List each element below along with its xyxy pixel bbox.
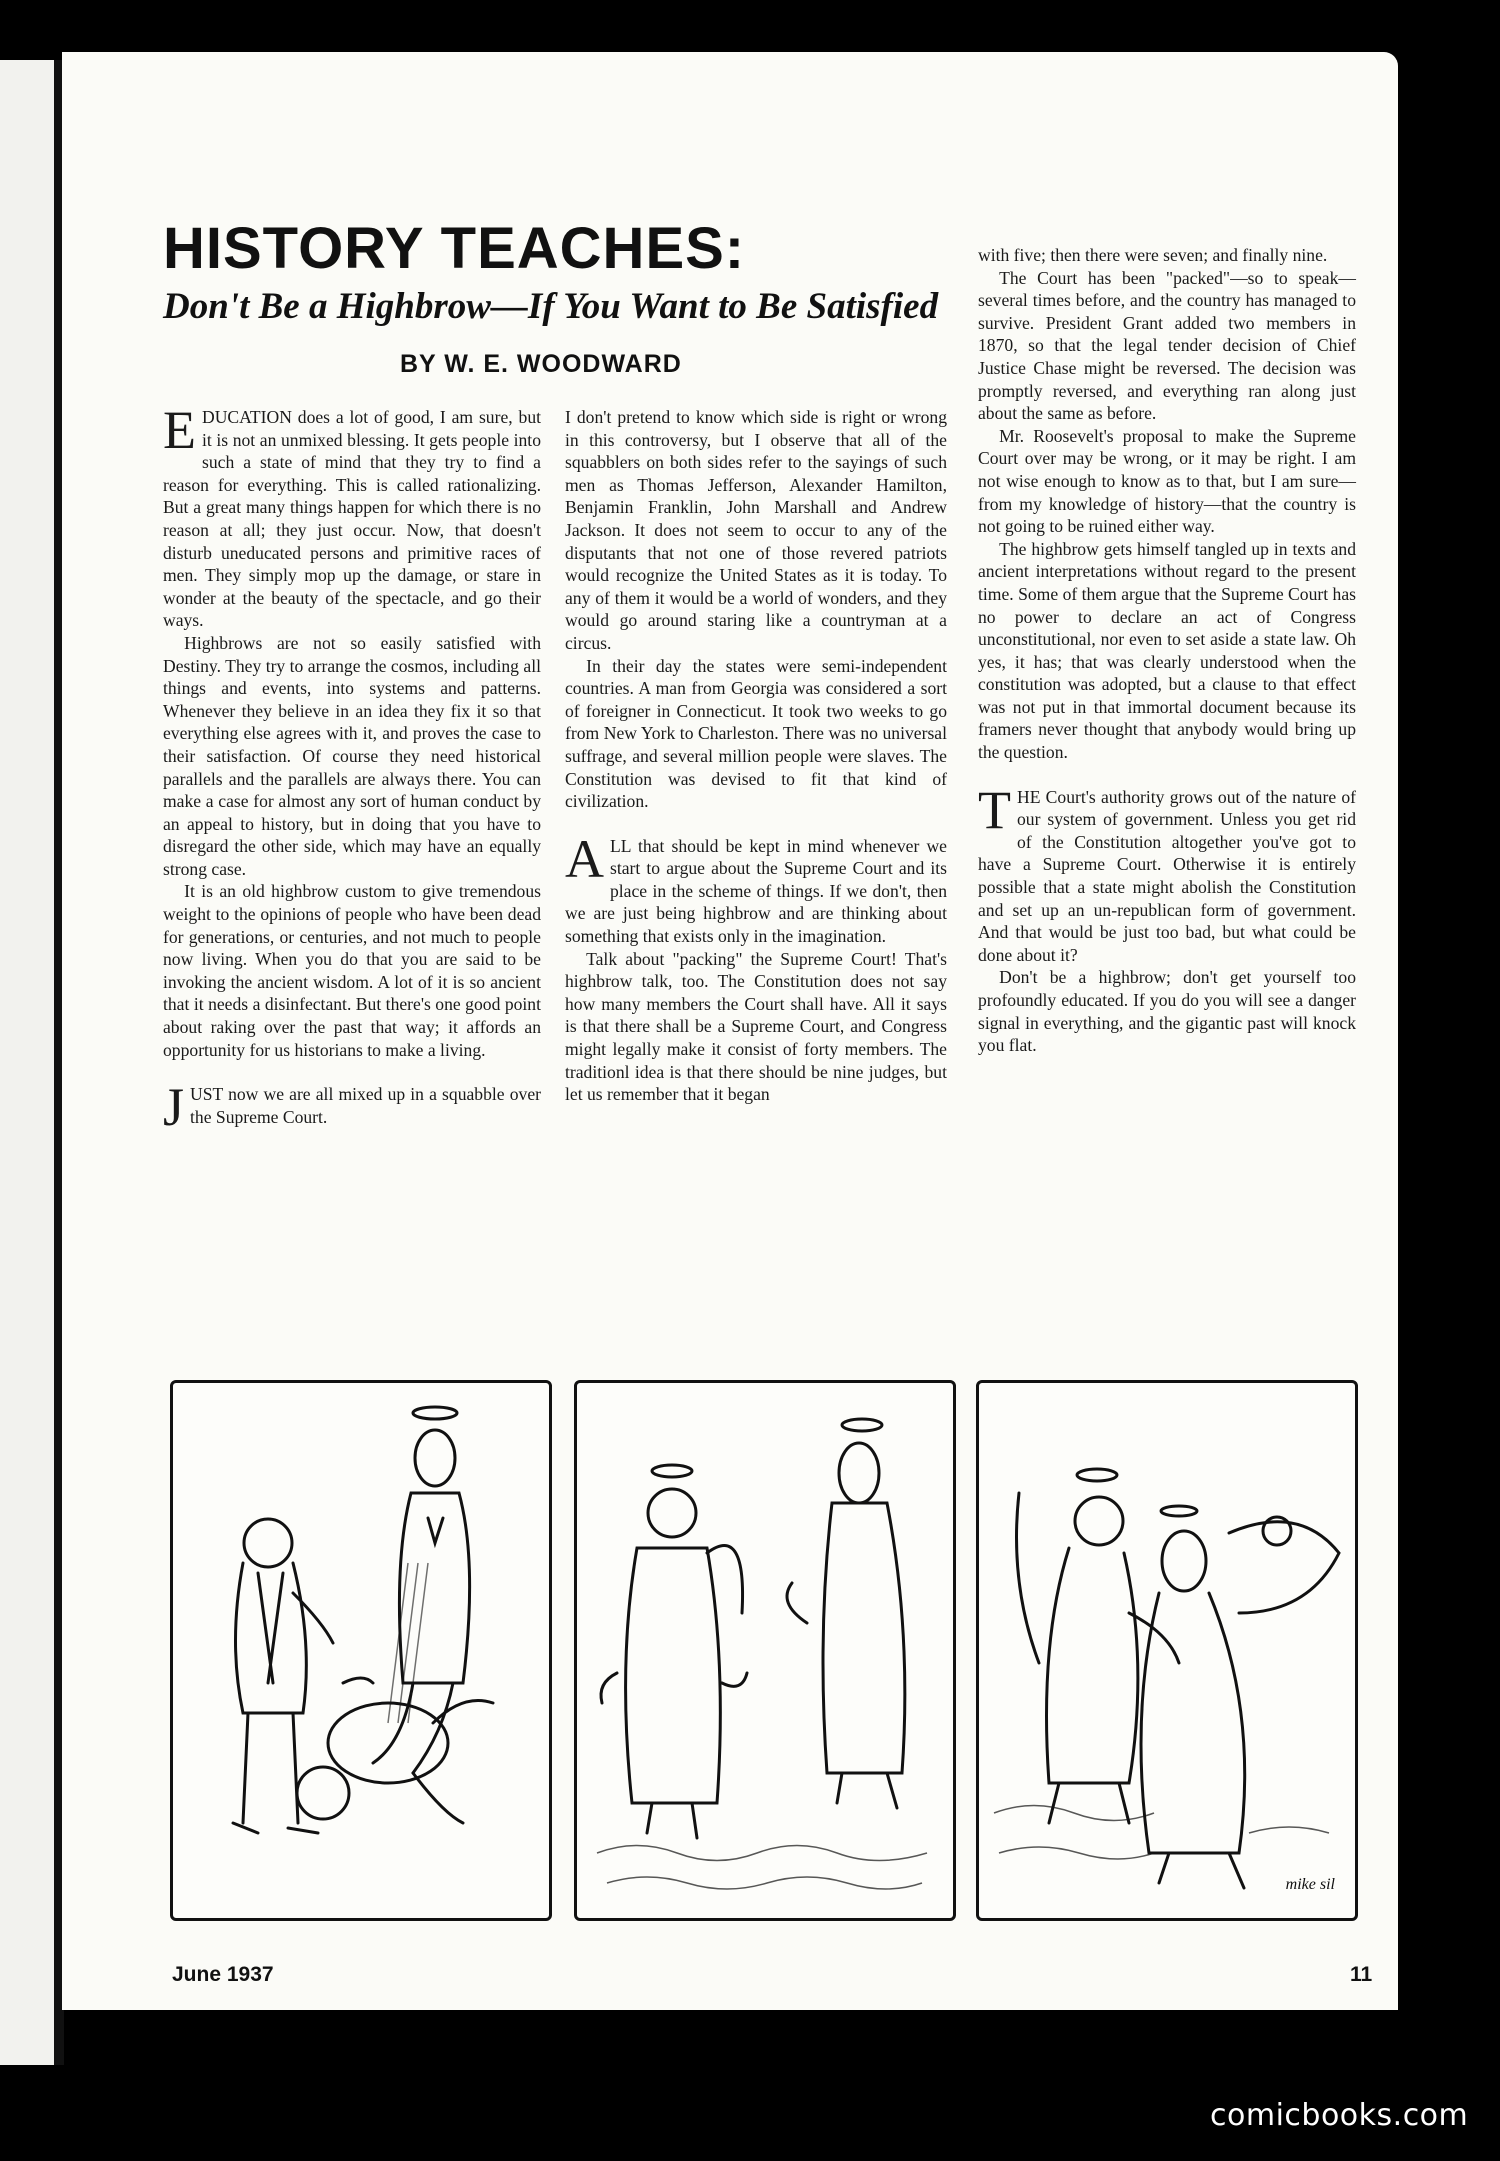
cartoon-illustration-3 <box>979 1383 1355 1918</box>
paragraph: The highbrow gets himself tangled up in texts and ancient interpretations without regard to the present time. Some of them argue that the Supreme Court has no power to declare an act of Congress unconstitutional, nor even to set aside a state law. Oh yes, it has; that was clearly understood when the constitution was adopted, but a clause to that effect was not put in that immortal document because its framers never thought that anybody would bring up the question. <box>978 538 1356 763</box>
drop-cap: J <box>163 1077 185 1138</box>
paragraph: THE Court's authority grows out of the nature of our system of government. Unless you get rid of the Constitution altogether you've got to have a Supreme Court. Otherwise it is entirely possible that a state might abolish the Constitution and set up an un-republican form of government. And that would be just too bad, but what could be done about it? <box>978 779 1356 965</box>
column-3 <box>978 244 1356 1057</box>
paragraph: Talk about "packing" the Supreme Court! That's highbrow talk, too. The Constitution does not say how many members the Court shall have. All it says is that there shall be a Supreme Court, and Congress might legally make it consist of forty members. The traditionl idea is that there should be nine judges, but let us remember that it began <box>565 948 947 1105</box>
article-title: HISTORY TEACHES: <box>163 216 746 281</box>
paragraph: Don't be a highbrow; don't get yourself too profoundly educated. If you do you will see a danger signal in everything, and the gigantic past will knock you flat. <box>978 967 1356 1056</box>
cartoon-illustration-1 <box>173 1383 549 1918</box>
drop-cap: T <box>978 779 1011 840</box>
drop-cap: A <box>565 828 604 889</box>
left-page-edge <box>0 60 62 2065</box>
paragraph: JUST now we are all mixed up in a squabble over the Supreme Court. <box>163 1077 541 1138</box>
article-subtitle: Don't Be a Highbrow—If You Want to Be Satisfied <box>163 286 939 327</box>
column-1 <box>163 400 541 1138</box>
column-2 <box>565 406 947 1106</box>
paragraph: In their day the states were semi-independent countries. A man from Georgia was considered a sort of foreigner in Connecticut. It took two weeks to go from New York to Charleston. There was no universal suffrage, and several million people were slaves. The Constitution was devised to fit that kind of civilization. <box>565 655 947 812</box>
paragraph: ALL that should be kept in mind whenever we start to argue about the Supreme Court and its place in the scheme of things. If we don't, then we are just being highbrow and are thinking about something that exists only in the imagination. <box>565 828 947 947</box>
artist-signature: mike sil <box>1285 1876 1335 1893</box>
paragraph: Mr. Roosevelt's proposal to make the Supreme Court over may be wrong, or it may be right. I am not wise enough to know as to that, but I am sure—from my knowledge of history—that the country is not going to be ruined either way. <box>978 425 1356 537</box>
paragraph: I don't pretend to know which side is right or wrong in this controversy, but I observe that all of the squabblers on both sides refer to the sayings of such men as Thomas Jefferson, Alexander Hamilton, Benjamin Franklin, John Marshall and Andrew Jackson. It does not seem to occur to any of the disputants that not one of those revered patriots would recognize the United States as it is today. To any of them it would be a world of wonders, and they would go around staring like a countryman at a circus. <box>565 407 947 653</box>
cartoon-panel-1 <box>170 1380 552 1921</box>
drop-cap: E <box>163 400 196 460</box>
cartoon-panel-3 <box>976 1380 1358 1921</box>
paragraph: with five; then there were seven; and finally nine. <box>978 245 1328 265</box>
cartoon-illustration-2 <box>577 1383 953 1918</box>
watermark: comicbooks.com <box>1210 2098 1469 2133</box>
paragraph: Highbrows are not so easily satisfied with Destiny. They try to arrange the cosmos, including all things and events, into systems and patterns. Whenever they believe in an idea they fix it so that everything else agrees with it, and proves the case to their satisfaction. Of course they need historical parallels and the parallels are always there. You can make a case for almost any sort of human conduct by an appeal to history, but in doing that you have to disregard the other side, which may have an equally strong case. <box>163 632 541 879</box>
paragraph: EDUCATION does a lot of good, I am sure, but it is not an unmixed blessing. It gets people into such a state of mind that they try to find a reason for everything. This is called rationalizing. But a great many things happen for which there is no reason at all; they just occur. Now, that doesn't disturb uneducated persons and primitive races of men. They simply mop up the damage, or stare in wonder at the beauty of the spectacle, and go their ways. <box>163 400 541 631</box>
paragraph: It is an old highbrow custom to give tremendous weight to the opinions of people who have been dead for generations, or centuries, and not much to people now living. When you do that you are said to be invoking the ancient wisdom. A lot of it is so ancient that it needs a disinfectant. But there's one good point about raking over the past that way; it affords an opportunity for us historians to make a living. <box>163 881 541 1060</box>
page-number: 11 <box>1350 1963 1373 1986</box>
byline: BY W. E. WOODWARD <box>400 350 682 378</box>
cartoon-panel-2 <box>574 1380 956 1921</box>
issue-date: June 1937 <box>172 1963 274 1986</box>
paragraph: The Court has been "packed"—so to speak—several times before, and the country has managed to survive. President Grant added two members in 1870, so that the legal tender decision of Chief Justice Chase might be reversed. The decision was promptly reversed, and everything ran along just about the same as before. <box>978 267 1356 424</box>
